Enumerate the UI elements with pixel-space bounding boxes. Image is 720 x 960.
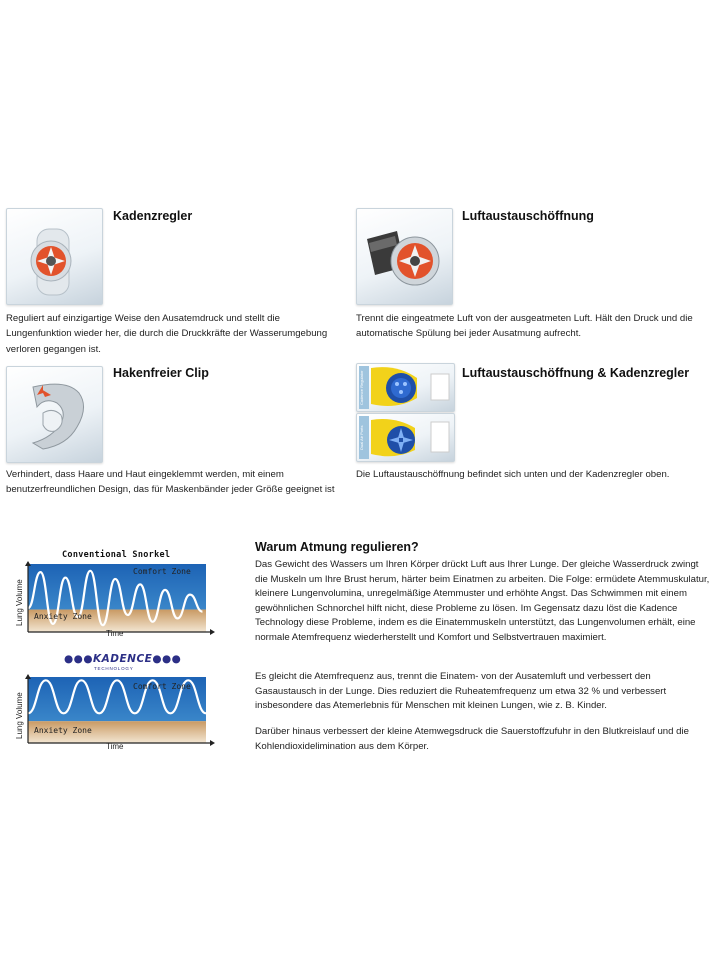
comfort-zone-label: Comfort Zone: [133, 567, 191, 576]
valve-and-regulator-image: [356, 413, 455, 462]
paragraph: Darüber hinaus verbessert der kleine Atemwegsdruck die Sauerstoffzufuhr in den Blutkreislauf und die Kohlendioxidelimination aus dem Körper.: [255, 726, 689, 752]
kadence-logo: [64, 653, 181, 665]
kadence-logo-subtitle: TECHNOLOGY: [94, 666, 134, 671]
feature-title: Hakenfreier Clip: [113, 366, 209, 380]
logo-dots: ●●●: [152, 653, 182, 665]
paragraph: Es gleicht die Atemfrequenz aus, trennt die Einatem- von der Ausatemluft und verbessert den Gasaustausch in der Lunge. Dies reduziert die Ruheatemfrequenz um etwa 32 % und verbessert insbesondere das Atemerlebnis für Menschen mit kleinen Lungen, wie z. B. Kinder.: [255, 671, 667, 712]
air-exchange-valve-image: [356, 208, 453, 305]
x-axis-label: Time: [106, 742, 124, 751]
feature-description: Reguliert auf einzigartige Weise den Ausatemdruck und stellt die Lungenfunktion wieder her, die durch die Druckkräfte der Wasserumgebung verloren gegangen ist.: [6, 313, 328, 355]
logo-dots: ●●●: [64, 653, 93, 665]
x-axis-arrow: [210, 740, 215, 746]
hook-free-clip-image: [6, 366, 103, 463]
y-axis-label: Lung Volume: [15, 692, 24, 739]
y-axis-arrow: [25, 561, 31, 566]
section-title: Warum Atmung regulieren?: [255, 540, 419, 554]
feature-description: Verhindert, dass Haare und Haut eingeklemmt werden, mit einem benutzerfreundlichen Design, das für Maskenbänder jeder Größe geeignet ist: [6, 469, 335, 496]
anxiety-zone-label: Anxiety Zone: [34, 726, 92, 735]
chart-title: Conventional Snorkel: [62, 550, 171, 560]
strip-label: Cadence Regulator: [359, 366, 369, 409]
feature-title: Luftaustauschöffnung: [462, 209, 594, 223]
x-axis-label: Time: [106, 629, 124, 638]
strip-label: Dual Air Ports: [359, 416, 369, 459]
feature-description: Trennt die eingeatmete Luft von der ausgeatmeten Luft. Hält den Druck und die automatische Spülung bei jeder Ausatmung aufrecht.: [356, 313, 693, 340]
anxiety-zone-label: Anxiety Zone: [34, 612, 92, 621]
y-axis-arrow: [25, 674, 31, 679]
logo-text: KADENCE: [93, 653, 153, 665]
cadence-regulator-image: [6, 208, 103, 305]
y-axis-label: Lung Volume: [15, 579, 24, 626]
paragraph: Das Gewicht des Wassers um Ihren Körper drückt Luft aus Ihrer Lunge. Der gleiche Wasserdruck zwingt die Muskeln um Ihre Brust herum, härter beim Einatmen zu arbeiten. Die Folge: ermüdete Atemmuskulatur, kleinere Lungenvolumina, unregelmäßige Atemmuster und erhöhte Angst. Das Schwimmen mit einem gewöhnlichen Schnorchel hilft nicht, diese Probleme zu lösen. Im Gegensatz dazu löst die Kadence Technology diese Probleme, indem es die Einatemmuskeln unterstützt, das Lungenvolumen erhält, eine normale Atemfrequenz wiederherstellt und Komfort und Selbstvertrauen maximiert.: [255, 559, 710, 643]
feature-description: Die Luftaustauschöffnung befindet sich unten und der Kadenzregler oben.: [356, 469, 670, 480]
feature-title: Luftaustauschöffnung & Kadenzregler: [462, 366, 690, 380]
x-axis-arrow: [210, 629, 215, 635]
feature-title: Kadenzregler: [113, 209, 193, 223]
valve-and-regulator-image: [356, 363, 455, 412]
comfort-zone-label: Comfort Zone: [133, 682, 191, 691]
